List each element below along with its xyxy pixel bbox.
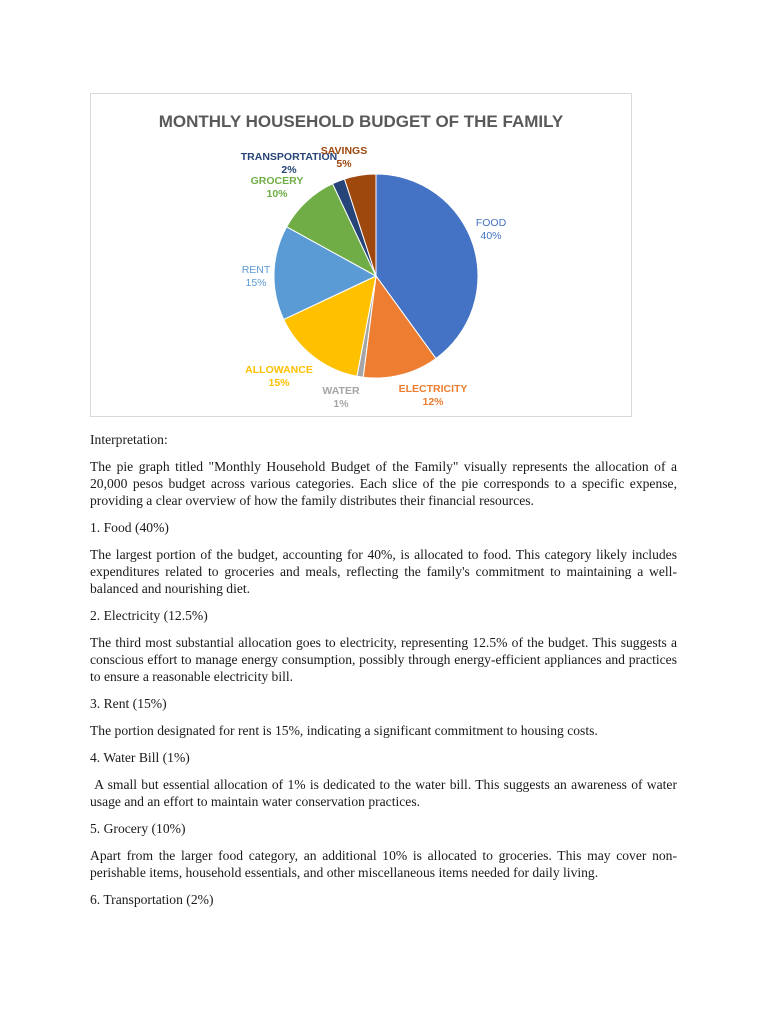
section-food-title: 1. Food (40%)	[90, 520, 169, 535]
interpretation-document	[90, 431, 681, 918]
slice-label-allowance: ALLOWANCE	[245, 364, 313, 376]
section-grocery-body: Apart from the larger food category, an additional 10% is allocated to groceries. This may cover non-perishable items, household essentials, and other miscellaneous items needed for daily living.	[90, 848, 677, 880]
slice-label-water: WATER	[322, 385, 360, 397]
section-grocery-title: 5. Grocery (10%)	[90, 821, 186, 836]
slice-label-food: FOOD	[475, 217, 507, 229]
slice-pct-water: 1%	[333, 398, 349, 410]
slice-label-transportation: TRANSPORTATION	[240, 151, 338, 163]
slice-pct-rent: 15%	[245, 277, 267, 289]
intro-paragraph: The pie graph titled "Monthly Household Budget of the Family" visually represents the allocation of a 20,000 pesos budget across various categories. Each slice of the pie corresponds to a specific expense, providing a clear overview of how the family distributes their financial resources.	[90, 459, 677, 508]
slice-pct-transportation: 2%	[281, 164, 297, 176]
chart-frame	[90, 93, 632, 417]
slice-label-electricity: ELECTRICITY	[398, 383, 468, 395]
section-water-title: 4. Water Bill (1%)	[90, 750, 190, 765]
slice-pct-savings: 5%	[336, 158, 352, 170]
slice-pct-grocery: 10%	[266, 188, 288, 200]
slice-label-savings: SAVINGS	[320, 145, 368, 157]
slice-label-grocery: GROCERY	[250, 175, 304, 187]
pie-chart	[91, 94, 631, 416]
section-electricity-title: 2. Electricity (12.5%)	[90, 608, 208, 623]
slice-pct-allowance: 15%	[268, 377, 290, 389]
section-transportation-title: 6. Transportation (2%)	[90, 892, 214, 907]
section-electricity-body: The third most substantial allocation goes to electricity, representing 12.5% of the budget. This suggests a conscious effort to manage energy consumption, possibly through energy-efficient appliances and practices to ensure a reasonable electricity bill.	[90, 635, 677, 684]
section-water-body: A small but essential allocation of 1% is dedicated to the water bill. This suggests an awareness of water usage and an effort to maintain water conservation practices.	[90, 777, 681, 809]
section-rent-title: 3. Rent (15%)	[90, 696, 167, 711]
section-food-body: The largest portion of the budget, accounting for 40%, is allocated to food. This category likely includes expenditures related to groceries and meals, reflecting the family's commitment to maintaining a well-balanced and nourishing diet.	[90, 547, 677, 596]
slice-label-rent: RENT	[241, 264, 271, 276]
section-rent-body: The portion designated for rent is 15%, indicating a significant commitment to housing costs.	[90, 723, 598, 738]
chart-title: MONTHLY HOUSEHOLD BUDGET OF THE FAMILY	[158, 112, 564, 131]
interpretation-heading: Interpretation:	[90, 432, 168, 447]
slice-pct-food: 40%	[480, 230, 502, 242]
slice-pct-electricity: 12%	[422, 396, 444, 408]
